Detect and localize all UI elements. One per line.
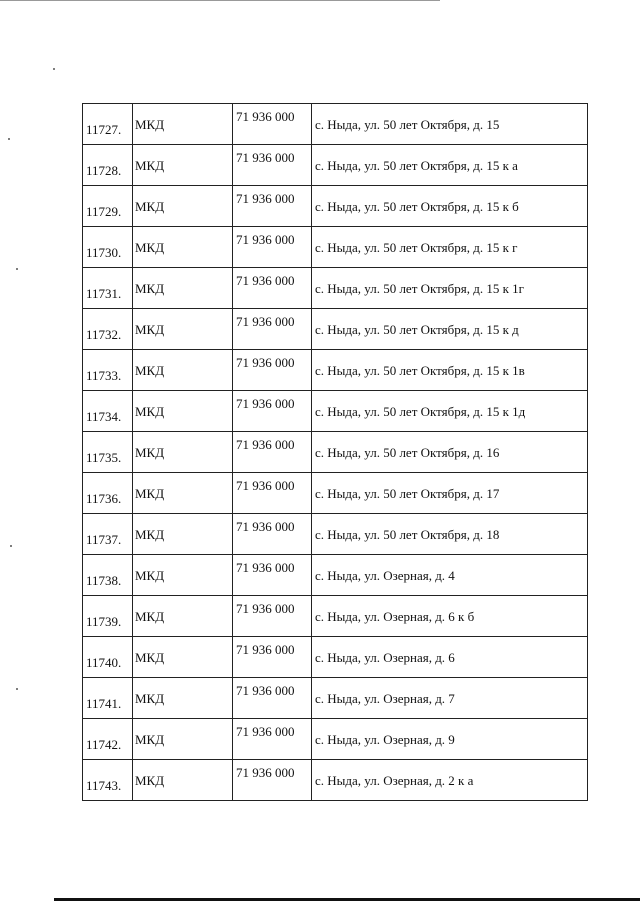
building-type-cell: [133, 637, 233, 678]
building-type: МКД: [135, 486, 165, 501]
oktmo-code-cell: [233, 760, 312, 801]
row-number: 11729.: [86, 204, 122, 219]
oktmo-code-cell: [233, 514, 312, 555]
row-number: 11742.: [86, 737, 122, 752]
table-row: [83, 309, 588, 350]
row-number: 11740.: [86, 655, 122, 670]
registry-table-body: [83, 104, 588, 801]
address-cell: [312, 637, 588, 678]
address: с. Ныда, ул. Озерная, д. 9: [315, 731, 455, 747]
building-type-cell: [133, 350, 233, 391]
building-type: МКД: [135, 199, 165, 214]
oktmo-code: 71 936 000: [236, 150, 295, 165]
row-number-cell: [83, 719, 133, 760]
address-cell: [312, 514, 588, 555]
building-type-cell: [133, 391, 233, 432]
row-number: 11741.: [86, 696, 122, 711]
oktmo-code-cell: [233, 391, 312, 432]
address-cell: [312, 719, 588, 760]
oktmo-code-cell: [233, 719, 312, 760]
oktmo-code: 71 936 000: [236, 314, 295, 329]
building-type: МКД: [135, 281, 165, 296]
scan-speck: [16, 268, 18, 270]
oktmo-code-cell: [233, 104, 312, 145]
building-type: МКД: [135, 609, 165, 624]
address-cell: [312, 432, 588, 473]
table-row: [83, 514, 588, 555]
address-cell: [312, 227, 588, 268]
address-cell: [312, 104, 588, 145]
address: с. Ныда, ул. 50 лет Октября, д. 15 к б: [315, 198, 519, 214]
table-row: [83, 596, 588, 637]
building-type: МКД: [135, 117, 165, 132]
oktmo-code: 71 936 000: [236, 478, 295, 493]
oktmo-code-cell: [233, 227, 312, 268]
oktmo-code: 71 936 000: [236, 560, 295, 575]
address-cell: [312, 555, 588, 596]
building-type: МКД: [135, 322, 165, 337]
table-row: [83, 268, 588, 309]
address: с. Ныда, ул. 50 лет Октября, д. 18: [315, 526, 500, 542]
table-row: [83, 760, 588, 801]
row-number-cell: [83, 432, 133, 473]
oktmo-code: 71 936 000: [236, 109, 295, 124]
oktmo-code: 71 936 000: [236, 519, 295, 534]
row-number: 11743.: [86, 778, 122, 793]
building-type-cell: [133, 473, 233, 514]
oktmo-code-cell: [233, 145, 312, 186]
row-number-cell: [83, 227, 133, 268]
address: с. Ныда, ул. 50 лет Октября, д. 15: [315, 116, 500, 132]
oktmo-code-cell: [233, 596, 312, 637]
building-type-cell: [133, 227, 233, 268]
row-number-cell: [83, 186, 133, 227]
table-row: [83, 555, 588, 596]
building-type: МКД: [135, 158, 165, 173]
address: с. Ныда, ул. 50 лет Октября, д. 17: [315, 485, 500, 501]
table-row: [83, 391, 588, 432]
row-number: 11728.: [86, 163, 122, 178]
building-type-cell: [133, 186, 233, 227]
bottom-edge-line: [54, 898, 640, 901]
scan-speck: [53, 68, 55, 70]
oktmo-code-cell: [233, 186, 312, 227]
row-number-cell: [83, 596, 133, 637]
table-row: [83, 227, 588, 268]
row-number: 11737.: [86, 532, 122, 547]
oktmo-code: 71 936 000: [236, 765, 295, 780]
address-cell: [312, 268, 588, 309]
address: с. Ныда, ул. 50 лет Октября, д. 16: [315, 444, 500, 460]
row-number-cell: [83, 637, 133, 678]
address: с. Ныда, ул. 50 лет Октября, д. 15 к а: [315, 157, 518, 173]
oktmo-code-cell: [233, 555, 312, 596]
row-number-cell: [83, 145, 133, 186]
building-type-cell: [133, 309, 233, 350]
address: с. Ныда, ул. 50 лет Октября, д. 15 к 1д: [315, 403, 526, 419]
address: с. Ныда, ул. Озерная, д. 4: [315, 567, 455, 583]
oktmo-code: 71 936 000: [236, 724, 295, 739]
building-type-cell: [133, 719, 233, 760]
oktmo-code-cell: [233, 350, 312, 391]
building-type: МКД: [135, 240, 165, 255]
row-number: 11739.: [86, 614, 122, 629]
oktmo-code-cell: [233, 678, 312, 719]
scan-speck: [16, 688, 18, 690]
address: с. Ныда, ул. 50 лет Октября, д. 15 к г: [315, 239, 518, 255]
row-number: 11734.: [86, 409, 122, 424]
table-row: [83, 637, 588, 678]
table-row: [83, 350, 588, 391]
scan-speck: [10, 545, 12, 547]
building-type: МКД: [135, 527, 165, 542]
oktmo-code: 71 936 000: [236, 273, 295, 288]
building-type-cell: [133, 514, 233, 555]
oktmo-code-cell: [233, 268, 312, 309]
building-type: МКД: [135, 650, 165, 665]
row-number-cell: [83, 104, 133, 145]
table-row: [83, 186, 588, 227]
row-number: 11735.: [86, 450, 122, 465]
table-row: [83, 145, 588, 186]
oktmo-code: 71 936 000: [236, 396, 295, 411]
oktmo-code: 71 936 000: [236, 355, 295, 370]
row-number-cell: [83, 268, 133, 309]
row-number: 11730.: [86, 245, 122, 260]
oktmo-code: 71 936 000: [236, 601, 295, 616]
building-type: МКД: [135, 732, 165, 747]
address: с. Ныда, ул. 50 лет Октября, д. 15 к 1г: [315, 280, 525, 296]
address-cell: [312, 760, 588, 801]
building-type: МКД: [135, 568, 165, 583]
building-type: МКД: [135, 404, 165, 419]
address-cell: [312, 391, 588, 432]
row-number-cell: [83, 309, 133, 350]
building-type-cell: [133, 104, 233, 145]
row-number-cell: [83, 473, 133, 514]
oktmo-code-cell: [233, 473, 312, 514]
address: с. Ныда, ул. Озерная, д. 2 к а: [315, 772, 474, 788]
address-cell: [312, 350, 588, 391]
row-number: 11736.: [86, 491, 122, 506]
address-cell: [312, 678, 588, 719]
oktmo-code-cell: [233, 637, 312, 678]
oktmo-code: 71 936 000: [236, 437, 295, 452]
address: с. Ныда, ул. 50 лет Октября, д. 15 к 1в: [315, 362, 525, 378]
row-number: 11731.: [86, 286, 122, 301]
row-number: 11732.: [86, 327, 122, 342]
building-type: МКД: [135, 691, 165, 706]
row-number-cell: [83, 350, 133, 391]
address-cell: [312, 473, 588, 514]
building-type-cell: [133, 555, 233, 596]
row-number-cell: [83, 555, 133, 596]
oktmo-code: 71 936 000: [236, 191, 295, 206]
address: с. Ныда, ул. Озерная, д. 6 к б: [315, 608, 475, 624]
row-number: 11733.: [86, 368, 122, 383]
scan-speck: [8, 138, 10, 140]
building-type-cell: [133, 268, 233, 309]
row-number: 11727.: [86, 122, 122, 137]
building-type: МКД: [135, 773, 165, 788]
row-number-cell: [83, 678, 133, 719]
building-type: МКД: [135, 445, 165, 460]
oktmo-code-cell: [233, 309, 312, 350]
address-cell: [312, 309, 588, 350]
oktmo-code-cell: [233, 432, 312, 473]
top-edge-line: [0, 0, 440, 1]
row-number-cell: [83, 760, 133, 801]
building-type-cell: [133, 596, 233, 637]
oktmo-code: 71 936 000: [236, 642, 295, 657]
table-row: [83, 678, 588, 719]
address: с. Ныда, ул. Озерная, д. 7: [315, 690, 455, 706]
table-row: [83, 432, 588, 473]
building-type: МКД: [135, 363, 165, 378]
table-row: [83, 104, 588, 145]
address: с. Ныда, ул. 50 лет Октября, д. 15 к д: [315, 321, 519, 337]
building-type-cell: [133, 678, 233, 719]
address-cell: [312, 186, 588, 227]
row-number-cell: [83, 391, 133, 432]
building-type-cell: [133, 432, 233, 473]
building-type-cell: [133, 760, 233, 801]
table-row: [83, 719, 588, 760]
oktmo-code: 71 936 000: [236, 232, 295, 247]
row-number: 11738.: [86, 573, 122, 588]
address-cell: [312, 145, 588, 186]
oktmo-code: 71 936 000: [236, 683, 295, 698]
building-type-cell: [133, 145, 233, 186]
address-cell: [312, 596, 588, 637]
address: с. Ныда, ул. Озерная, д. 6: [315, 649, 455, 665]
row-number-cell: [83, 514, 133, 555]
table-row: [83, 473, 588, 514]
registry-table: [82, 103, 588, 801]
